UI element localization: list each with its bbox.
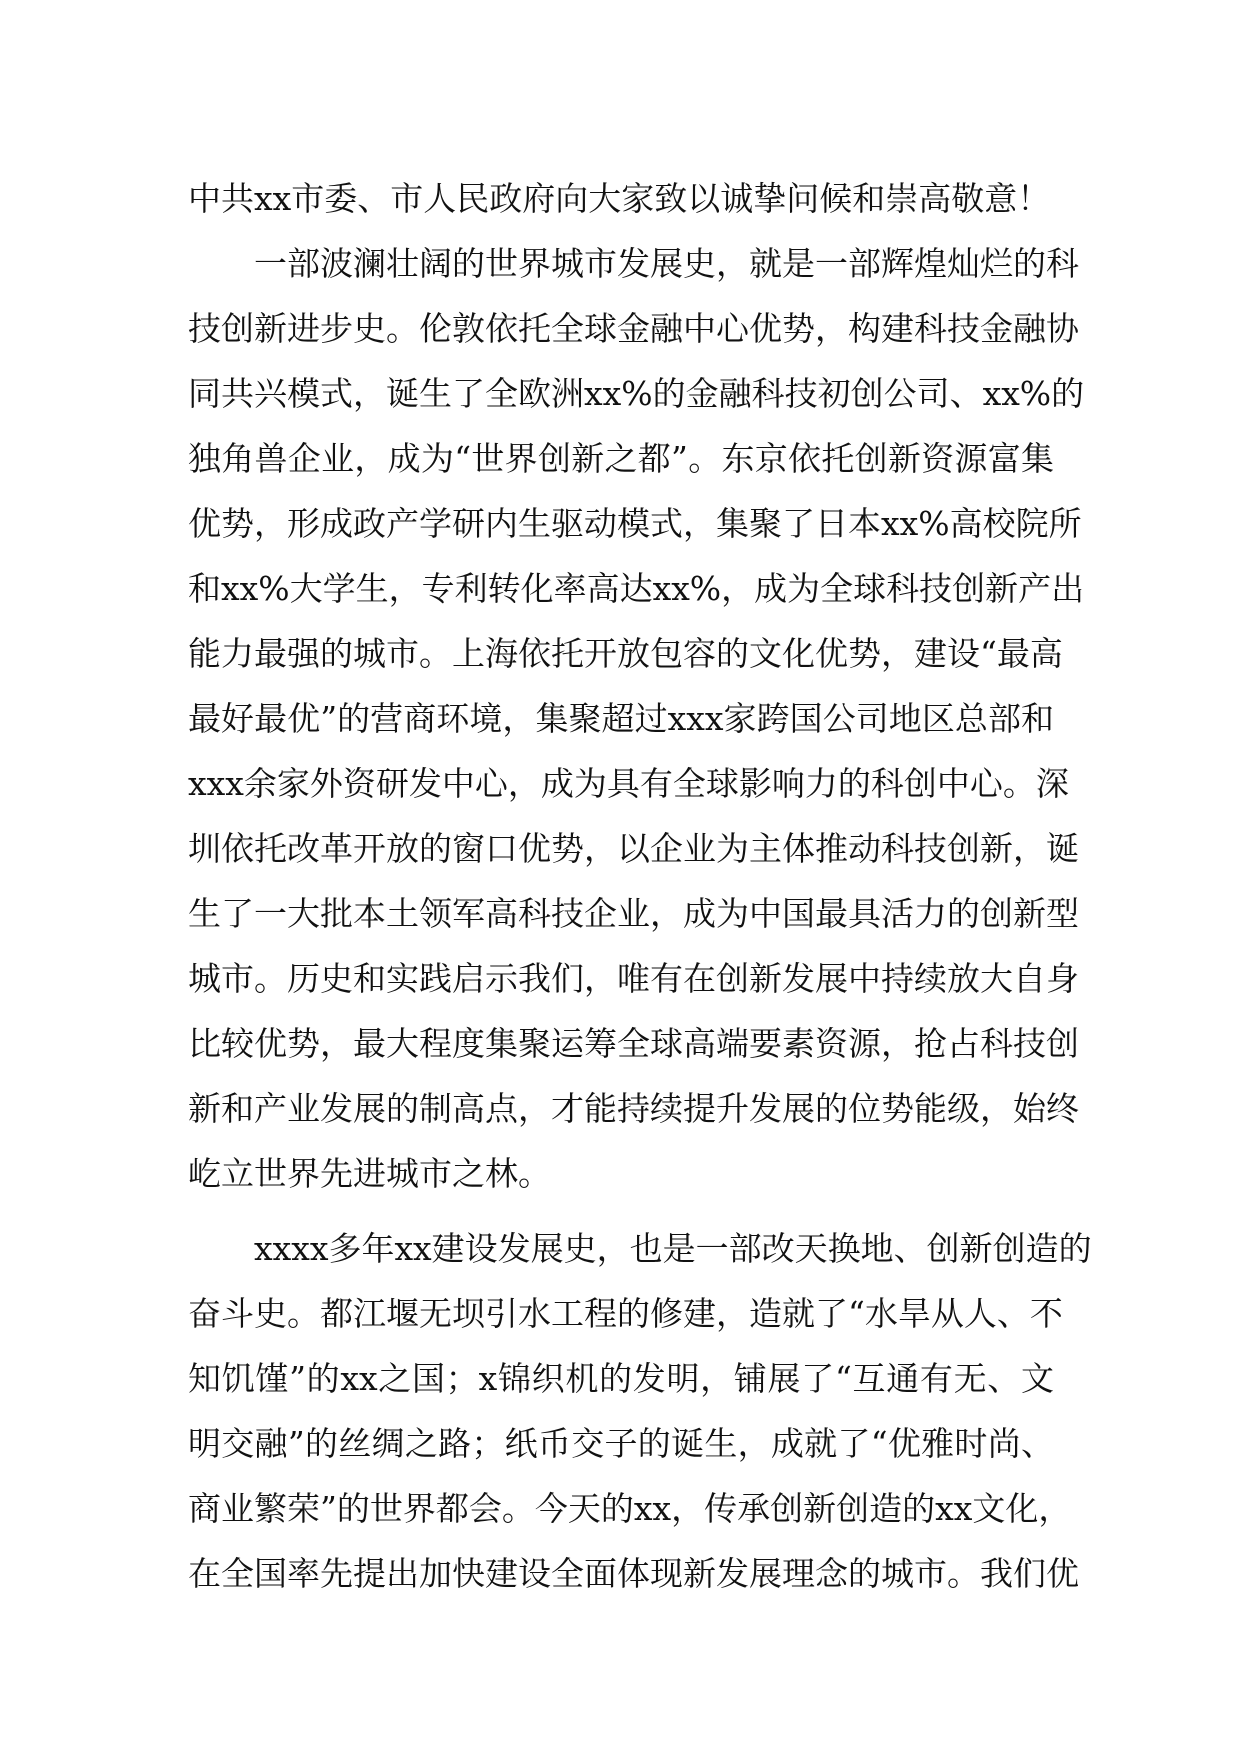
text-line: 一部波澜壮阔的世界城市发展史，就是一部辉煌灿烂的科 [188,244,1079,283]
body-text [188,166,1092,1606]
text-line: 城市。历史和实践启示我们，唯有在创新发展中持续放大自身 [188,959,1079,998]
text-line: 生了一大批本土领军高科技企业，成为中国最具活力的创新型 [188,894,1079,933]
text-line: 知饥馑”的xx之国；x锦织机的发明，铺展了“互通有无、文 [188,1359,1054,1398]
text-line: 在全国率先提出加快建设全面体现新发展理念的城市。我们优 [188,1554,1079,1593]
text-line: 屹立世界先进城市之林。 [188,1154,551,1193]
text-line: 优势，形成政产学研内生驱动模式，集聚了日本xx%高校院所 [188,504,1082,543]
text-line: 独角兽企业，成为“世界创新之都”。东京依托创新资源富集 [188,439,1054,478]
text-line: 能力最强的城市。上海依托开放包容的文化优势，建设“最高 [188,634,1063,673]
text-line: 商业繁荣”的世界都会。今天的xx，传承创新创造的xx文化， [188,1489,1072,1528]
text-line: 新和产业发展的制高点，才能持续提升发展的位势能级，始终 [188,1089,1079,1128]
text-line: xxx余家外资研发中心，成为具有全球影响力的科创中心。深 [188,764,1069,803]
text-line: 技创新进步史。伦敦依托全球金融中心优势，构建科技金融协 [188,309,1079,348]
text-line: xxxx多年xx建设发展史，也是一部改天换地、创新创造的 [188,1229,1092,1268]
text-line: 最好最优”的营商环境，集聚超过xxx家跨国公司地区总部和 [188,699,1054,738]
text-line: 奋斗史。都江堰无坝引水工程的修建，造就了“水旱从人、不 [188,1294,1063,1333]
text-line: 比较优势，最大程度集聚运筹全球高端要素资源，抢占科技创 [188,1024,1079,1063]
text-line: 同共兴模式，诞生了全欧洲xx%的金融科技初创公司、xx%的 [188,374,1085,413]
text-line: 明交融”的丝绸之路；纸币交子的诞生，成就了“优雅时尚、 [188,1424,1054,1463]
text-line: 圳依托改革开放的窗口优势，以企业为主体推动科技创新，诞 [188,829,1079,868]
text-line: 和xx%大学生，专利转化率高达xx%，成为全球科技创新产出 [188,569,1085,608]
text-line: 中共xx市委、市人民政府向大家致以诚挚问候和崇高敬意！ [188,179,1051,218]
